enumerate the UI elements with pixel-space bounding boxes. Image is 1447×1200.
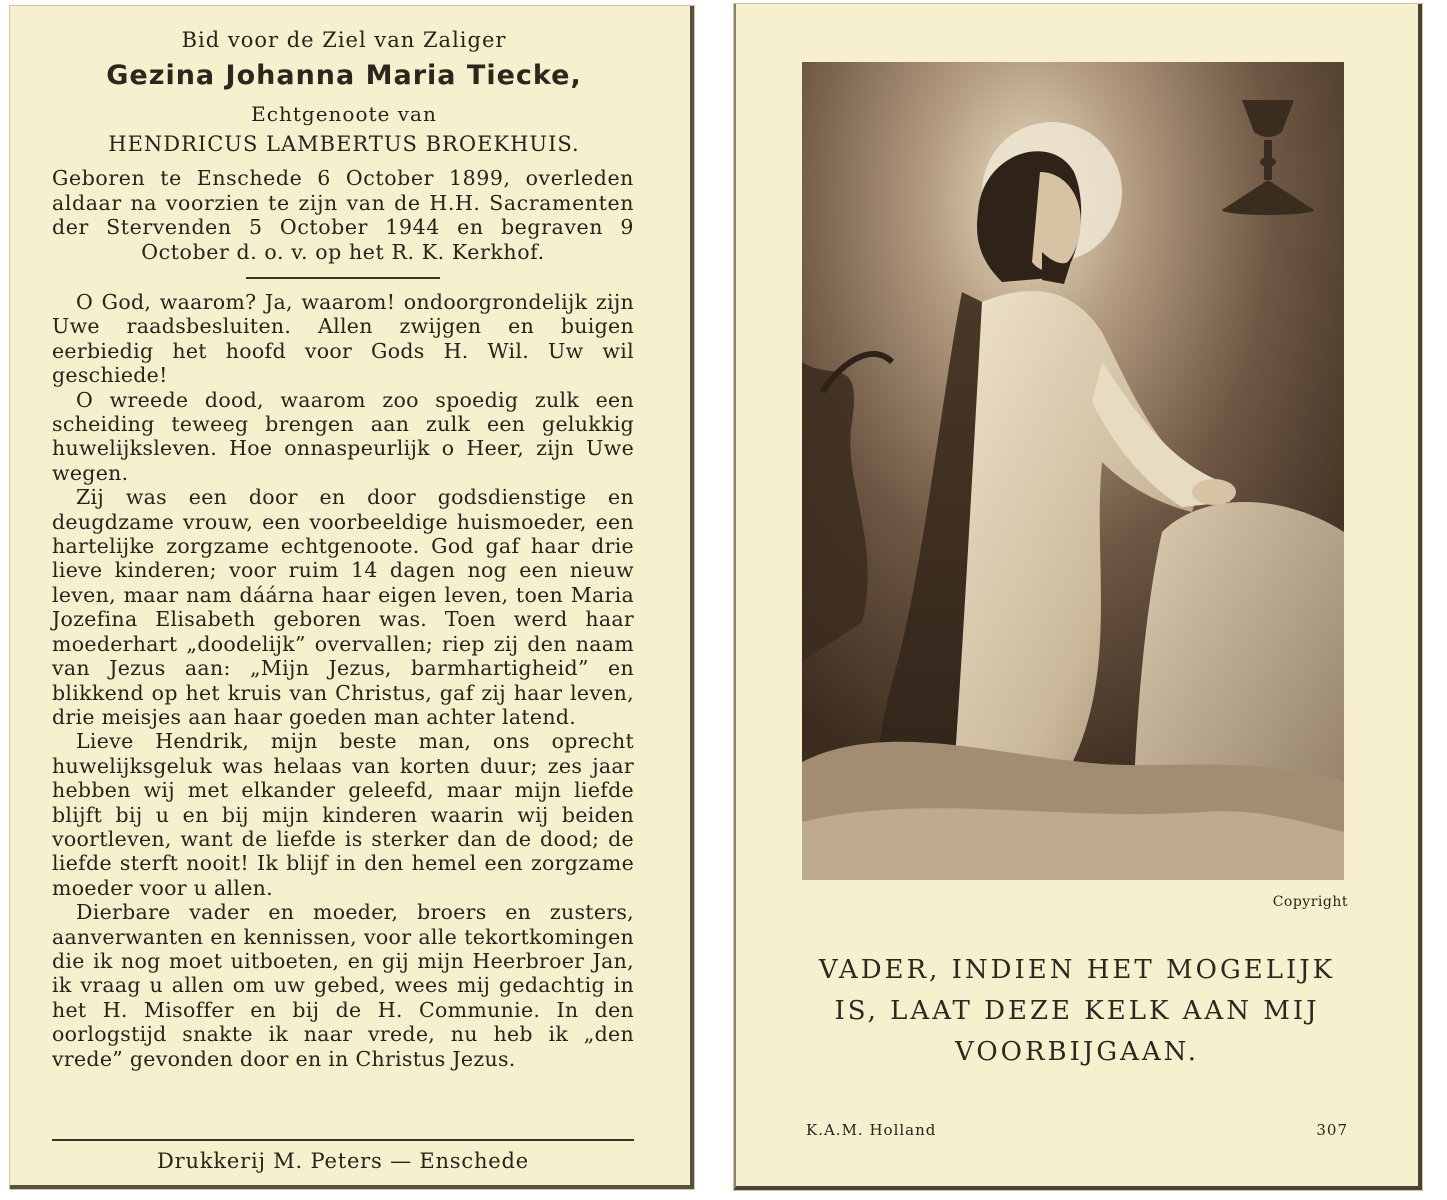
paragraph: Zij was een door en door godsdienstige en deugdzame vrouw, een voorbeeldige huismoeder, een hartelijke zorgzame echtgenoote. God gaf haar drie lieve kinderen; voor ruim 14 dagen nog een nieuw leven, maar nam dáárna haar eigen leven, toen Maria Jozefina Elisabeth geboren was. Toen werd haar moederhart „doodelijk” overvallen; riep zij den naam van Jezus aan: „Mijn Jezus, barmhartigheid” en blikkend op het kruis van Christus, gaf zij haar leven, drie meisjes aan haar goeden man achter latend.: [52, 485, 634, 729]
memorial-body: [52, 290, 634, 1071]
devotional-picture-card: [734, 4, 1422, 1190]
card-number: 307: [1316, 1121, 1348, 1139]
short-divider: [246, 277, 440, 279]
copyright-note: Copyright: [1272, 894, 1348, 910]
printer-credit: Drukkerij M. Peters — Enschede: [157, 1149, 529, 1173]
birth-death-details: Geboren te Enschede 6 October 1899, overleden aldaar na voorzien te zijn van de H.H. Sacramenten der Stervenden 5 October 1944 en begraven 9 October d. o. v. op het R. K. Kerkhof.: [52, 166, 634, 264]
paragraph: Lieve Hendrik, mijn beste man, ons oprecht huwelijksgeluk was helaas van korten duur; zes jaar hebben wij met elkander geleefd, maar mijn liefde blijft bij u en bij mijn kinderen waarin wij beiden voortleven, want de liefde is sterker dan de dood; de liefde sterft nooit! Ik blijf in den hemel een zorgzame moeder voor u allen.: [52, 729, 634, 900]
christ-in-gethsemane-illustration: [802, 62, 1344, 880]
verse-line: IS, LAAT DEZE KELK AAN MIJ: [834, 996, 1320, 1026]
memorial-text-card: [10, 6, 694, 1189]
spouse-intro: Echtgenoote van: [251, 102, 437, 126]
paragraph: O God, waarom? Ja, waarom! ondoorgrondelijk zijn Uwe raadsbesluiten. Allen zwijgen en buigen eerbiedig het hoofd voor Gods H. Wil. Uw wil geschiede!: [52, 290, 634, 388]
footer-divider: [52, 1139, 634, 1141]
paragraph: Dierbare vader en moeder, broers en zusters, aanverwanten en kennissen, voor alle tekortkomingen die ik nog moet uitboeten, en gij mijn Heerbroer Jan, ik vraag u allen om uw gebed, wees mij gedachtig in het H. Misoffer en bij de H. Communie. In den oorlogstijd snakte ik naar vrede, nu heb ik „den vrede” gevonden door en in Christus Jezus.: [52, 900, 634, 1071]
scripture-verse: [796, 950, 1358, 1073]
paragraph: O wreede dood, waarom zoo spoedig zulk een scheiding teweeg brengen aan zulk een gelukkig huwelijksleven. Hoe onnaspeurlijk o Heer, zijn Uwe wegen.: [52, 387, 634, 485]
verse-line: VADER, INDIEN HET MOGELIJK: [818, 955, 1336, 985]
prayer-intro: Bid voor de Ziel van Zaliger: [181, 28, 507, 52]
publisher-credit: K.A.M. Holland: [806, 1121, 937, 1139]
verse-line: VOORBIJGAAN.: [955, 1037, 1199, 1067]
deceased-name: Gezina Johanna Maria Tiecke,: [106, 60, 582, 91]
spouse-name: HENDRICUS LAMBERTUS BROEKHUIS.: [108, 132, 580, 156]
illustration-svg: [802, 62, 1344, 880]
